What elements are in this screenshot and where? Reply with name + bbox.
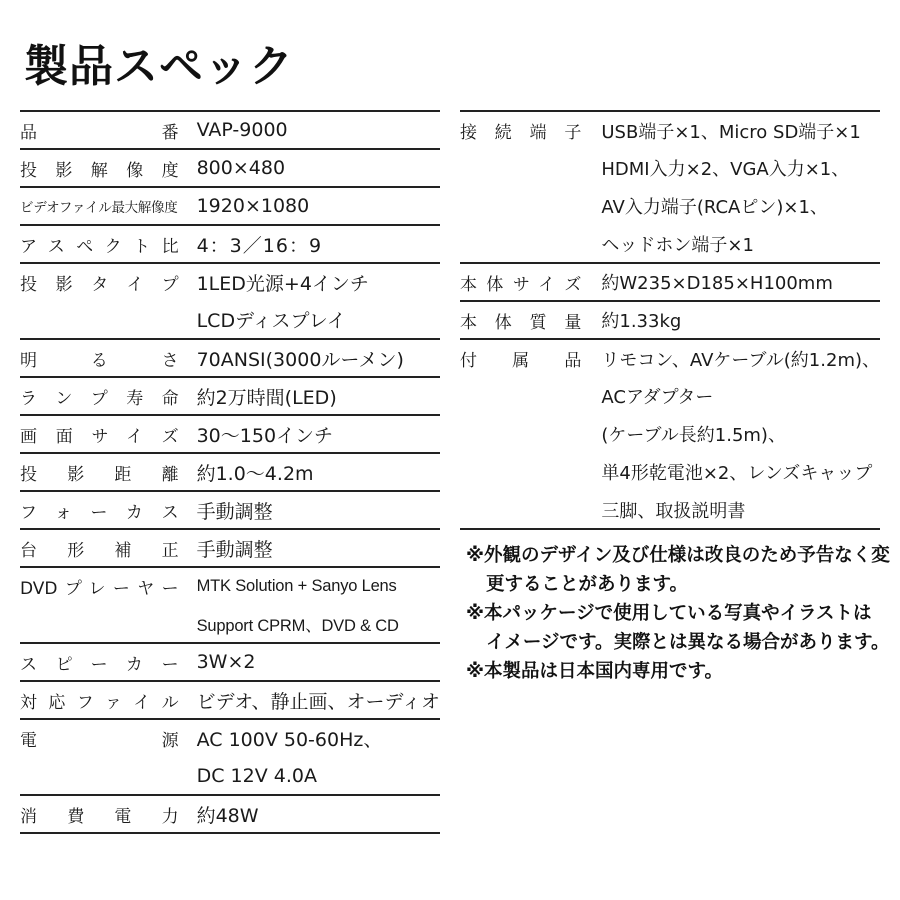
spec-value: 1920×1080 xyxy=(187,187,440,225)
spec-value: 1LED光源+4インチ xyxy=(187,263,440,301)
spec-value: ビデオ、静止画、オーディオ xyxy=(187,681,440,719)
spec-label: 明るさ xyxy=(20,339,187,377)
spec-row-continuation xyxy=(460,377,880,415)
spec-row-continuation xyxy=(460,149,880,187)
spec-row-continuation xyxy=(460,225,880,263)
spec-label: 対応ファイル xyxy=(20,681,187,719)
spec-label: スピーカー xyxy=(20,643,187,681)
spec-row-aspect-ratio xyxy=(20,225,440,263)
spec-label: 本体質量 xyxy=(460,301,591,339)
spec-row-body-weight xyxy=(460,301,880,339)
spec-label: 消費電力 xyxy=(20,795,187,833)
spec-label: 接続端子 xyxy=(460,111,591,149)
spec-row-continuation xyxy=(20,301,440,339)
spec-row-accessories xyxy=(460,339,880,377)
spec-label: 画面サイズ xyxy=(20,415,187,453)
spec-value: 手動調整 xyxy=(187,491,440,529)
spec-value: VAP-9000 xyxy=(187,111,440,149)
spec-row-projection-distance xyxy=(20,453,440,491)
spec-value: DC 12V 4.0A xyxy=(187,757,440,795)
spec-row-lamp-life xyxy=(20,377,440,415)
spec-row-body-size xyxy=(460,263,880,301)
spec-value: 手動調整 xyxy=(187,529,440,567)
spec-value: ヘッドホン端子×1 xyxy=(591,225,880,263)
spec-row-focus xyxy=(20,491,440,529)
spec-row-continuation xyxy=(20,757,440,795)
page-title: 製品スペック xyxy=(24,41,294,92)
spec-row-connectors xyxy=(460,111,880,149)
spec-value: HDMI入力×2、VGA入力×1、 xyxy=(601,159,850,180)
spec-value: 4：3／16：9 xyxy=(187,225,440,263)
note-japan-only: ※本製品は日本国内専用です。 xyxy=(466,661,724,682)
spec-value: 約W235×D185×H100mm xyxy=(591,263,880,301)
spec-value: 70ANSI(3000ルーメン) xyxy=(187,339,440,377)
spec-label: 付属品 xyxy=(460,339,591,377)
spec-row-brightness xyxy=(20,339,440,377)
spec-row-max-video-resolution xyxy=(20,187,440,225)
spec-row-continuation xyxy=(460,187,880,225)
spec-label: 本体サイズ xyxy=(460,263,591,301)
spec-value: 単4形乾電池×2、レンズキャップ xyxy=(601,463,873,484)
spec-row-dvd-player xyxy=(20,567,440,605)
spec-value: 30〜150インチ xyxy=(187,415,440,453)
spec-row-supported-files xyxy=(20,681,440,719)
spec-value: 3W×2 xyxy=(187,643,440,681)
spec-value: 約1.0〜4.2m xyxy=(187,453,440,491)
spec-table-right xyxy=(460,110,880,530)
spec-label: 投影タイプ xyxy=(20,263,187,301)
spec-label: アスペクト比 xyxy=(20,225,187,263)
spec-label: ランプ寿命 xyxy=(20,377,187,415)
spec-label: 台形補正 xyxy=(20,529,187,567)
spec-value: LCDディスプレイ xyxy=(187,301,440,339)
spec-value: MTK Solution + Sanyo Lens xyxy=(187,567,440,605)
spec-label: DVDプレーヤー xyxy=(20,567,187,605)
notes xyxy=(466,541,890,686)
note-image-disclaimer: ※本パッケージで使用している写真やイラストはイメージです。実際とは異なる場合があります。 xyxy=(466,603,890,653)
spec-value: (ケーブル長約1.5m)、 xyxy=(601,425,786,446)
spec-value: USB端子×1、Micro SD端子×1 xyxy=(591,111,880,149)
spec-value: ACアダプター xyxy=(601,387,714,408)
spec-row-power-consumption xyxy=(20,795,440,833)
spec-row-keystone xyxy=(20,529,440,567)
spec-value: 約48W xyxy=(187,795,440,833)
spec-label: フォーカス xyxy=(20,491,187,529)
spec-row-speaker xyxy=(20,643,440,681)
spec-value: 約1.33kg xyxy=(591,301,880,339)
spec-table-left xyxy=(20,110,440,834)
spec-label: 投影解像度 xyxy=(20,149,187,187)
spec-row-screen-size xyxy=(20,415,440,453)
spec-label: 品番 xyxy=(20,111,187,149)
spec-row-continuation xyxy=(460,415,880,453)
spec-value: Support CPRM、DVD & CD xyxy=(187,605,440,643)
spec-value: リモコン、AVケーブル(約1.2m)、 xyxy=(591,339,880,377)
spec-row-projection-type xyxy=(20,263,440,301)
note-design-change: ※外観のデザイン及び仕様は改良のため予告なく変更することがあります。 xyxy=(466,545,890,595)
spec-value: 三脚、取扱説明書 xyxy=(591,491,880,529)
spec-value: 800×480 xyxy=(187,149,440,187)
spec-value: AC 100V 50-60Hz、 xyxy=(187,719,440,757)
spec-row-projection-resolution xyxy=(20,149,440,187)
spec-row-power-supply xyxy=(20,719,440,757)
spec-label: ビデオファイル最大解像度 xyxy=(20,187,187,225)
spec-row-continuation xyxy=(460,453,880,491)
spec-label: 電源 xyxy=(20,719,187,757)
spec-row-continuation xyxy=(460,491,880,529)
spec-value: 約2万時間(LED) xyxy=(187,377,440,415)
spec-label: 投影距離 xyxy=(20,453,187,491)
spec-row-continuation xyxy=(20,605,440,643)
spec-value: AV入力端子(RCAピン)×1、 xyxy=(601,197,828,218)
spec-row-model-number xyxy=(20,111,440,149)
